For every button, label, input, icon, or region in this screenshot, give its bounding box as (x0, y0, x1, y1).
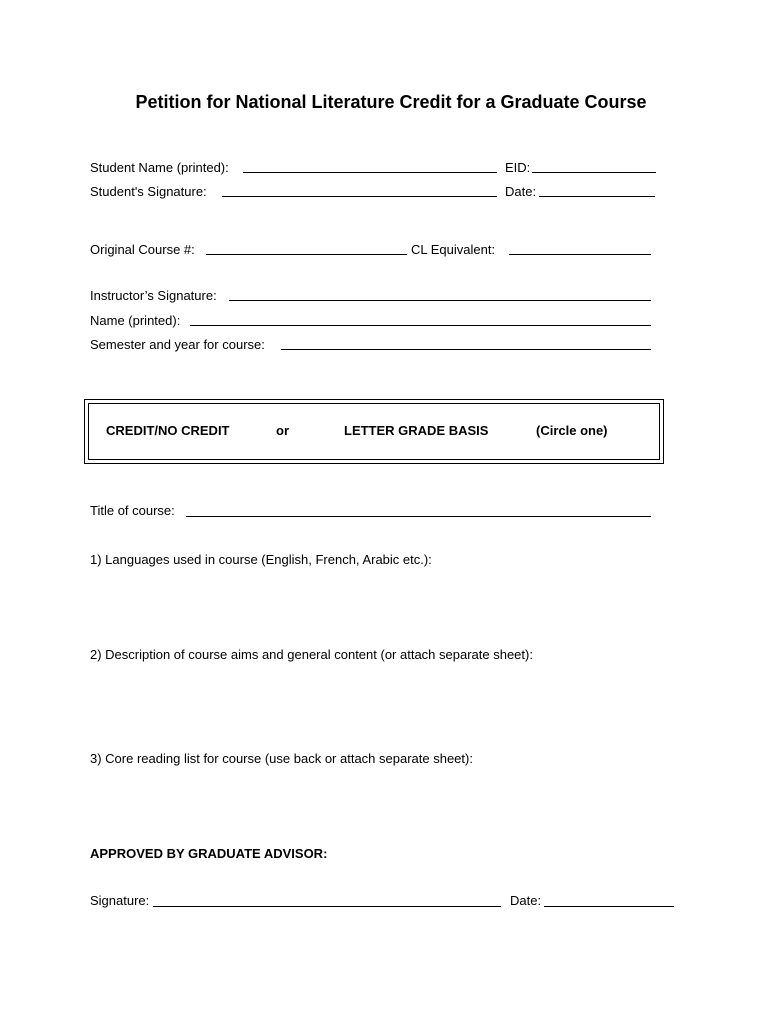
instructor-name-field[interactable] (190, 325, 651, 326)
credit-no-credit-option[interactable]: CREDIT/NO CREDIT (106, 423, 230, 438)
semester-label: Semester and year for course: (90, 337, 265, 352)
page-title: Petition for National Literature Credit for a Graduate Course (135, 92, 647, 112)
cl-equivalent-field[interactable] (509, 254, 651, 255)
semester-field[interactable] (281, 349, 651, 350)
instructor-name-label: Name (printed): (90, 313, 181, 328)
advisor-date-field[interactable] (544, 906, 674, 907)
eid-field[interactable] (532, 172, 656, 173)
advisor-signature-label: Signature: (90, 893, 150, 908)
advisor-signature-field[interactable] (153, 906, 501, 907)
description-answer-area[interactable] (90, 667, 652, 737)
student-date-field[interactable] (539, 196, 655, 197)
reading-list-label: 3) Core reading list for course (use back or attach separate sheet): (90, 751, 473, 766)
approval-heading: APPROVED BY GRADUATE ADVISOR: (90, 846, 328, 861)
advisor-date-label: Date: (510, 893, 542, 908)
student-signature-label: Student's Signature: (90, 184, 207, 199)
original-course-label: Original Course #: (90, 242, 195, 257)
cl-equivalent-label: CL Equivalent: (411, 242, 496, 257)
eid-label: EID: (505, 160, 531, 175)
letter-grade-option[interactable]: LETTER GRADE BASIS (344, 423, 489, 438)
languages-label: 1) Languages used in course (English, French, Arabic etc.): (90, 552, 432, 567)
student-name-field[interactable] (243, 172, 497, 173)
circle-one-note: (Circle one) (536, 423, 608, 438)
student-name-label: Student Name (printed): (90, 160, 229, 175)
grading-or-text: or (276, 423, 289, 438)
student-signature-field[interactable] (222, 196, 497, 197)
original-course-field[interactable] (206, 254, 407, 255)
course-title-field[interactable] (186, 516, 651, 517)
course-title-label: Title of course: (90, 503, 175, 518)
instructor-signature-field[interactable] (229, 300, 651, 301)
instructor-signature-label: Instructor’s Signature: (90, 288, 217, 303)
languages-answer-area[interactable] (90, 572, 652, 632)
description-label: 2) Description of course aims and general content (or attach separate sheet): (90, 647, 533, 662)
reading-list-answer-area[interactable] (90, 771, 652, 831)
student-date-label: Date: (505, 184, 537, 199)
